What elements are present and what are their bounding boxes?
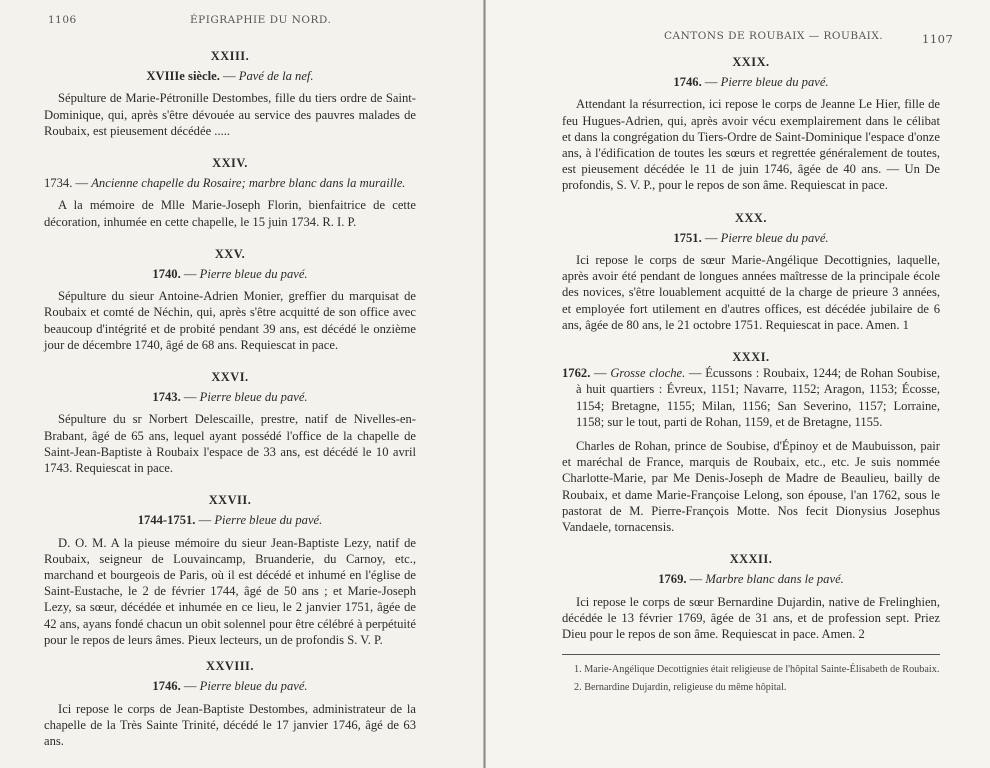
left-running-title: ÉPIGRAPHIE DU NORD. bbox=[190, 14, 332, 26]
entry-location: Pierre bleue du pavé. bbox=[720, 75, 829, 90]
entry-location: Pierre bleue du pavé. bbox=[199, 679, 308, 694]
entry-location: Pierre bleue du pavé. bbox=[199, 267, 308, 282]
entry-date: 1743. bbox=[152, 390, 181, 405]
left-column bbox=[44, 48, 416, 759]
entry-date: 1762. bbox=[562, 366, 591, 381]
entry-date: 1769. bbox=[658, 572, 687, 587]
entry: XXVIII. 1746. — Pierre bleue du pavé. Ici repose le corps de Jean-Baptiste Destombes, administrateur de la chapelle de la Très Sainte Trinité, décédé le 17 janvier 1746, âgé de 63 ans. bbox=[44, 659, 416, 748]
entry-location: Pierre bleue du pavé. bbox=[214, 513, 323, 528]
entry-number: XXVIII. bbox=[206, 659, 254, 674]
footnote-divider bbox=[562, 654, 940, 655]
entry-number: XXIX. bbox=[732, 55, 770, 69]
entry-text: Attendant la résurrection, ici repose le corps de Jeanne Le Hier, fille de feu Hugues-Adrien, qui, après avoir vécu exemplairement dans le célibat et dans la congrégation du Tiers-Ordre de Saint-Dominique l'espace d'onze ans, à l'édification de toutes les sœurs et regrettée généralement de toutes, est pieusement décédée le 11 de juin 1746, âgée de 40 ans. — Un De profondis, S. V. P., pour le repos de son âme. Requiescat in pace. bbox=[562, 97, 940, 193]
entry: XXXII. 1769. — Marbre blanc dans le pavé. Ici repose le corps de sœur Bernardine Dujardin, native de Frelinghien, décédée le 13 février 1769, âgée de 31 ans, et de profession sept. Priez Dieu pour le repos de son âme. Requiescat in pace. Amen. 2 bbox=[562, 552, 940, 642]
entry-location: Pavé de la nef. bbox=[238, 69, 314, 84]
entry-date: XVIIIe siècle. bbox=[146, 69, 220, 84]
entry-text: Ici repose le corps de sœur Bernardine Dujardin, native de Frelinghien, décédée le 13 février 1769, âgée de 31 ans, et de profession sept. Priez Dieu pour le repos de son âme. Requiescat in pace. Amen. 2 bbox=[562, 594, 940, 642]
right-running-title: CANTONS DE ROUBAIX — ROUBAIX. bbox=[664, 30, 884, 42]
entry: XXIX. 1746. — Pierre bleue du pavé. Attendant la résurrection, ici repose le corps de Jeanne Le Hier, fille de feu Hugues-Adrien, qui, après avoir vécu exemplairement dans le célibat et dans la congrégation du Tiers-Ordre de Saint-Dominique l'espace d'onze ans, à l'édification de toutes les sœurs et regrettée généralement de toutes, est pieusement décédée le 11 de juin 1746, âgée de 40 ans. — Un De profondis, S. V. P., pour le repos de son âme. Requiescat in pace. bbox=[562, 55, 940, 193]
entry-text: Ici repose le corps de sœur Marie-Angélique Decottignies, laquelle, après avoir été pendant de longues années maîtresse de la principale école des novices, s'être louablement acquitté de la charge de prieure 3 années, et employée fort utilement en d'autres offices, est décédée jubilaire de 6 ans, âgée de 80 ans, le 21 octobre 1751. Requiescat in pace. Amen. 1 bbox=[562, 253, 940, 332]
entry-text: A la mémoire de Mlle Marie-Joseph Florin, bienfaitrice de cette décoration, inhumée en cette chapelle, le 15 juin 1734. R. I. P. bbox=[44, 198, 416, 229]
entry-location: Pierre bleue du pavé. bbox=[720, 230, 829, 245]
entry: XXV. 1740. — Pierre bleue du pavé. Sépulture du sieur Antoine-Adrien Monier, greffier du marquisat de Roubaix et comté de Néchin, qui, après s'être acquitté de son office avec beaucoup d'intégrité et de probité pendant 39 ans, est décédé le onzième jour de décembre 1740, âgé de 68 ans. Requiescat in pace. bbox=[44, 246, 416, 352]
entry-number: XXVI. bbox=[211, 370, 249, 385]
entry-date: 1746. bbox=[152, 679, 181, 694]
entry-number: XXXI. bbox=[732, 350, 770, 365]
left-page bbox=[0, 0, 484, 768]
entry-number: XXIII. bbox=[210, 49, 250, 63]
entry: XXIV. 1734. — Ancienne chapelle du Rosaire; marbre blanc dans la muraille. A la mémoire de Mlle Marie-Joseph Florin, bienfaitrice de cette décoration, inhumée en cette chapelle, le 15 juin 1734. R. I. P. bbox=[44, 156, 416, 229]
entry-location: Grosse cloche. bbox=[610, 366, 686, 381]
entry-heading: 1762. — Grosse cloche. — Écussons : Roubaix, 1244; de Rohan Soubise, à huit quartiers : Évreux, 1151; Navarre, 1152; Aragon, 1153; Écosse, 1154; Bretagne, 1155; Milan, 1156; San Severino, 1157; Lorraine, 1158; sur le tout, parti de Rohan, 1159, et de Bretagne, 1155. bbox=[562, 366, 941, 429]
entry-number: XXX. bbox=[735, 210, 767, 225]
entry: XXVI. 1743. — Pierre bleue du pavé. Sépulture du sr Norbert Delescaille, prestre, natif de Nivelles-en-Brabant, âgé de 65 ans, lequel ayant possédé l'office de la chapelle de Saint-Jean-Baptiste à Roubaix l'espace de 33 ans, est décédé le 10 avril 1743. Requiescat in pace. bbox=[44, 370, 416, 476]
right-column bbox=[562, 54, 940, 699]
entry-text: Ici repose le corps de Jean-Baptiste Destombes, administrateur de la chapelle de la Très Sainte Trinité, décédé le 17 janvier 1746, âgé de 63 ans. bbox=[44, 701, 416, 748]
entry: XXIII. XVIIIe siècle. — Pavé de la nef. Sépulture de Marie-Pétronille Destombes, fille du tiers ordre de Saint-Dominique, qui, après s'être dévouée au service des pauvres malades de Roubaix, est pieusement décédée ..... bbox=[44, 49, 416, 138]
entry-number: XXVII. bbox=[208, 493, 252, 508]
entry-location: Pierre bleue du pavé. bbox=[199, 390, 308, 405]
entry-date: 1740. bbox=[152, 267, 181, 282]
entry-text: Sépulture de Marie-Pétronille Destombes, fille du tiers ordre de Saint-Dominique, qui, après s'être dévouée au service des pauvres malades de Roubaix, est pieusement décédée ..... bbox=[44, 91, 416, 138]
entry-number: XXIV. bbox=[212, 156, 248, 171]
entry-number: XXV. bbox=[214, 246, 246, 261]
entry bbox=[562, 349, 940, 535]
entry-location: Ancienne chapelle du Rosaire; marbre blanc dans la muraille. bbox=[91, 176, 406, 191]
entry: XXVII. 1744-1751. — Pierre bleue du pavé. D. O. M. A la pieuse mémoire du sieur Jean-Baptiste Lezy, natif de Roubaix, seigneur de Louvaincamp, Bruanderie, du Carnoy, etc., marchand et bourgeois de Paris, où il est décédé et inhumé en l'église de Saint-Eustache, le 2 de février 1744, âgé de 50 ans ; et Marie-Joseph Lezy, sa sœur, décédée et inhumée en ce lieu, le 2 janvier 1751, âgée de 42 ans, ayans fondé chacun un obit solennel pour être célébré à perpétuité pour le repos de leurs âmes. Pieux lecteurs, un de profondis S. V. P. bbox=[44, 493, 416, 647]
entry-escutcheons: Écussons : Roubaix, 1244; de Rohan Soubise, à huit quartiers : Évreux, 1151; Navarre, 1152; Aragon, 1153; Écosse, 1154; Bretagne, 1155; Milan, 1156; San Severino, 1157; Lorraine, 1158; sur le tout, parti de Rohan, 1159, et de Bretagne, 1155. bbox=[576, 366, 941, 429]
entry-date: 1734. bbox=[44, 176, 73, 191]
left-page-number: 1106 bbox=[48, 14, 77, 26]
entry-date: 1746. bbox=[673, 75, 702, 90]
entry-text: D. O. M. A la pieuse mémoire du sieur Jean-Baptiste Lezy, natif de Roubaix, seigneur de Louvaincamp, Bruanderie, du Carnoy, etc., marchand et bourgeois de Paris, où il est décédé et inhumé en l'église de Saint-Eustache, le 2 de février 1744, âgé de 50 ans ; et Marie-Joseph Lezy, sa sœur, décédée et inhumée en ce lieu, le 2 janvier 1751, âgée de 42 ans, ayans fondé chacun un obit solennel pour être célébré à perpétuité pour le repos de leurs âmes. Pieux lecteurs, un de profondis S. V. P. bbox=[44, 535, 416, 647]
entry-text: Sépulture du sr Norbert Delescaille, prestre, natif de Nivelles-en-Brabant, âgé de 65 ans, lequel ayant possédé l'office de la chapelle de Saint-Jean-Baptiste à Roubaix l'espace de 33 ans, est décédé le 10 avril 1743. Requiescat in pace. bbox=[44, 412, 416, 476]
footnote: 2. Bernardine Dujardin, religieuse du même hôpital. bbox=[574, 682, 787, 694]
entry-number: XXXII. bbox=[729, 552, 773, 567]
entry: XXX. 1751. — Pierre bleue du pavé. Ici repose le corps de sœur Marie-Angélique Decottignies, laquelle, après avoir été pendant de longues années maîtresse de la principale école des novices, s'être louablement acquitté de la charge de prieure 3 années, et employée fort utilement en d'autres offices, est décédée jubilaire de 6 ans, âgée de 80 ans, le 21 octobre 1751. Requiescat in pace. Amen. 1 bbox=[562, 210, 940, 332]
entry-text: Sépulture du sieur Antoine-Adrien Monier, greffier du marquisat de Roubaix et comté de Néchin, qui, après s'être acquitté de son office avec beaucoup d'intégrité et de probité pendant 39 ans, est décédé le onzième jour de décembre 1740, âgé de 68 ans. Requiescat in pace. bbox=[44, 289, 416, 352]
entry-location: Marbre blanc dans le pavé. bbox=[705, 572, 844, 587]
right-page bbox=[486, 0, 990, 768]
entry-date: 1744-1751. bbox=[137, 513, 196, 528]
entry-text: Charles de Rohan, prince de Soubise, d'Épinoy et de Maubuisson, pair et maréchal de France, marquis de Roubaix, etc., etc. Je suis nommée Charlotte-Marie, par Me Denis-Joseph de Madre de Beaulieu, bailly de Roubaix, et dame Marie-Françoise Lelong, son épouse, l'an 1762, sous le pastorat de M. Pierre-François Motte. Nos fecit Dionysius Josephus Vandaele, tornacensis. bbox=[562, 439, 940, 535]
right-page-number: 1107 bbox=[922, 32, 954, 46]
entry-date: 1751. bbox=[673, 230, 702, 245]
footnote: 1. Marie-Angélique Decottignies était religieuse de l'hôpital Sainte-Élisabeth de Roubaix. bbox=[574, 664, 940, 676]
